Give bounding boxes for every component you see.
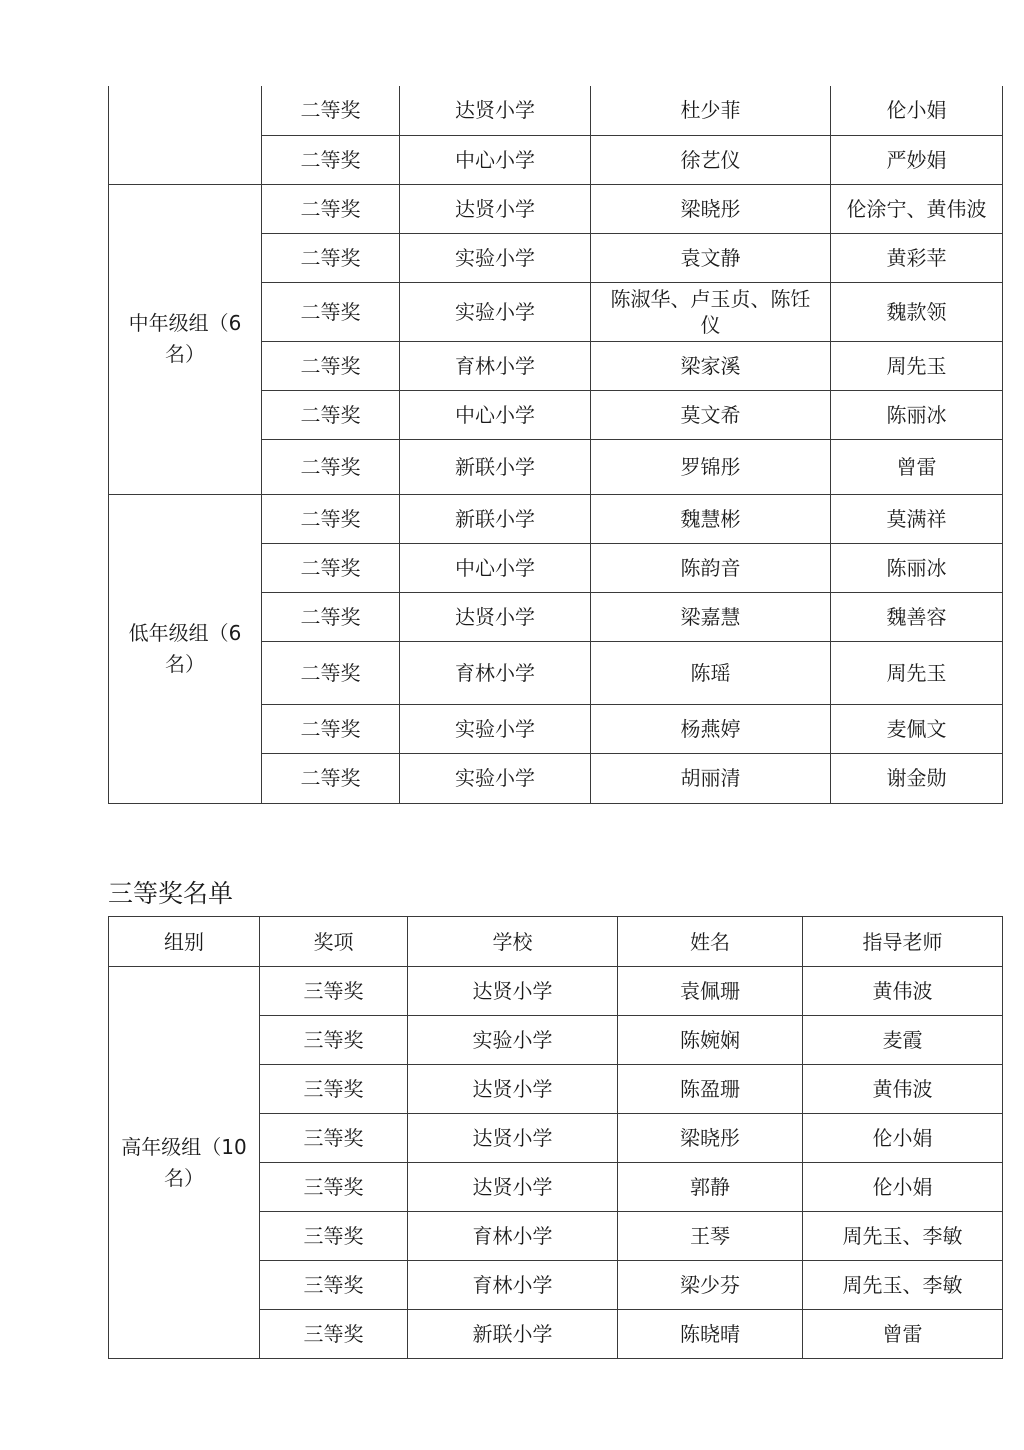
student-name-cell: 陈韵音 — [591, 543, 831, 592]
student-name-cell: 罗锦彤 — [591, 439, 831, 494]
award-cell: 三等奖 — [260, 1016, 408, 1065]
group-label-line2: 名） — [164, 1165, 204, 1190]
school-cell: 育林小学 — [400, 341, 591, 390]
school-cell: 达贤小学 — [408, 967, 618, 1016]
teacher-cell: 伦涂宁、黄伟波 — [831, 184, 1003, 233]
teacher-cell: 莫满祥 — [831, 494, 1003, 543]
award-cell: 二等奖 — [262, 135, 400, 184]
group-cell-lower-grade — [109, 494, 262, 803]
student-name-cell: 杨燕婷 — [591, 704, 831, 753]
school-cell: 实验小学 — [400, 753, 591, 803]
school-cell: 实验小学 — [408, 1016, 618, 1065]
teacher-cell: 魏善容 — [831, 592, 1003, 641]
group-label-line2: 名） — [165, 651, 205, 676]
school-cell: 实验小学 — [400, 233, 591, 282]
student-name-cell: 郭静 — [618, 1163, 803, 1212]
student-name-cell: 魏慧彬 — [591, 494, 831, 543]
student-name-cell: 王琴 — [618, 1212, 803, 1261]
student-name-line2: 仪 — [700, 312, 721, 337]
award-cell: 二等奖 — [262, 704, 400, 753]
teacher-cell: 周先玉、李敏 — [803, 1212, 1003, 1261]
award-cell: 二等奖 — [262, 390, 400, 439]
student-name-cell: 莫文希 — [591, 390, 831, 439]
table-header-row — [109, 917, 1003, 967]
student-name-cell: 陈婉娴 — [618, 1016, 803, 1065]
student-name-cell: 梁家溪 — [591, 341, 831, 390]
award-cell: 二等奖 — [262, 641, 400, 704]
award-cell: 二等奖 — [262, 439, 400, 494]
school-cell: 达贤小学 — [400, 592, 591, 641]
section-title: 三等奖名单 — [108, 879, 234, 908]
student-name-cell: 梁晓彤 — [591, 184, 831, 233]
student-name-line1: 陈淑华、卢玉贞、陈饪 — [610, 286, 811, 311]
award-cell: 二等奖 — [262, 233, 400, 282]
student-name-cell: 陈瑶 — [591, 641, 831, 704]
group-cell-middle-grade — [109, 184, 262, 494]
teacher-cell: 麦佩文 — [831, 704, 1003, 753]
student-name-cell: 梁嘉慧 — [591, 592, 831, 641]
student-name-cell: 袁文静 — [591, 233, 831, 282]
group-label-line2: 名） — [165, 342, 205, 366]
teacher-cell: 陈丽冰 — [831, 390, 1003, 439]
table-row — [109, 184, 1003, 233]
award-cell: 二等奖 — [262, 86, 400, 135]
award-cell: 二等奖 — [262, 753, 400, 803]
student-name-cell: 陈盈珊 — [618, 1065, 803, 1114]
teacher-cell: 陈丽冰 — [831, 543, 1003, 592]
teacher-cell: 麦霞 — [803, 1016, 1003, 1065]
award-cell: 二等奖 — [262, 282, 400, 341]
school-cell: 达贤小学 — [408, 1114, 618, 1163]
teacher-cell: 伦小娟 — [831, 86, 1003, 135]
school-cell: 新联小学 — [400, 439, 591, 494]
school-cell: 达贤小学 — [400, 184, 591, 233]
second-prize-table-continued — [108, 86, 1003, 804]
teacher-cell: 曾雷 — [831, 439, 1003, 494]
teacher-cell: 黄伟波 — [803, 967, 1003, 1016]
teacher-cell: 周先玉 — [831, 341, 1003, 390]
teacher-cell: 魏款领 — [831, 282, 1003, 341]
teacher-cell: 严妙娟 — [831, 135, 1003, 184]
student-name-cell — [591, 282, 831, 341]
teacher-cell: 曾雷 — [803, 1310, 1003, 1359]
award-cell: 二等奖 — [262, 592, 400, 641]
column-header-group: 组别 — [109, 917, 260, 967]
school-cell: 育林小学 — [408, 1212, 618, 1261]
teacher-cell: 周先玉 — [831, 641, 1003, 704]
school-cell: 达贤小学 — [408, 1065, 618, 1114]
student-name-cell: 徐艺仪 — [591, 135, 831, 184]
group-cell-continued — [109, 86, 262, 184]
award-cell: 二等奖 — [262, 543, 400, 592]
award-cell: 三等奖 — [260, 1163, 408, 1212]
teacher-cell: 黄彩苹 — [831, 233, 1003, 282]
teacher-cell: 谢金勋 — [831, 753, 1003, 803]
award-cell: 三等奖 — [260, 1310, 408, 1359]
column-header-award: 奖项 — [260, 917, 408, 967]
school-cell: 中心小学 — [400, 390, 591, 439]
student-name-cell: 梁晓彤 — [618, 1114, 803, 1163]
table-row — [109, 967, 1003, 1016]
school-cell: 新联小学 — [408, 1310, 618, 1359]
student-name-cell: 袁佩珊 — [618, 967, 803, 1016]
teacher-cell: 伦小娟 — [803, 1114, 1003, 1163]
award-cell: 三等奖 — [260, 1065, 408, 1114]
table-row — [109, 86, 1003, 135]
teacher-cell: 伦小娟 — [803, 1163, 1003, 1212]
group-label-line1: 高年级组（10 — [121, 1134, 247, 1159]
student-name-cell: 胡丽清 — [591, 753, 831, 803]
third-prize-table — [108, 916, 1003, 1359]
award-cell: 三等奖 — [260, 1114, 408, 1163]
award-cell: 三等奖 — [260, 967, 408, 1016]
student-name-cell: 梁少芬 — [618, 1261, 803, 1310]
school-cell: 实验小学 — [400, 282, 591, 341]
school-cell: 中心小学 — [400, 543, 591, 592]
award-cell: 三等奖 — [260, 1212, 408, 1261]
group-label-line1: 中年级组（6 — [128, 311, 242, 335]
student-name-cell: 陈晓晴 — [618, 1310, 803, 1359]
group-label-line1: 低年级组（6 — [128, 620, 242, 645]
school-cell: 达贤小学 — [400, 86, 591, 135]
school-cell: 育林小学 — [400, 641, 591, 704]
teacher-cell: 周先玉、李敏 — [803, 1261, 1003, 1310]
school-cell: 实验小学 — [400, 704, 591, 753]
award-cell: 二等奖 — [262, 184, 400, 233]
table-row — [109, 494, 1003, 543]
column-header-teacher: 指导老师 — [803, 917, 1003, 967]
award-cell: 二等奖 — [262, 494, 400, 543]
school-cell: 新联小学 — [400, 494, 591, 543]
group-cell-upper-grade — [109, 967, 260, 1359]
student-name-cell: 杜少菲 — [591, 86, 831, 135]
school-cell: 中心小学 — [400, 135, 591, 184]
award-cell: 三等奖 — [260, 1261, 408, 1310]
column-header-name: 姓名 — [618, 917, 803, 967]
award-cell: 二等奖 — [262, 341, 400, 390]
school-cell: 育林小学 — [408, 1261, 618, 1310]
teacher-cell: 黄伟波 — [803, 1065, 1003, 1114]
school-cell: 达贤小学 — [408, 1163, 618, 1212]
column-header-school: 学校 — [408, 917, 618, 967]
